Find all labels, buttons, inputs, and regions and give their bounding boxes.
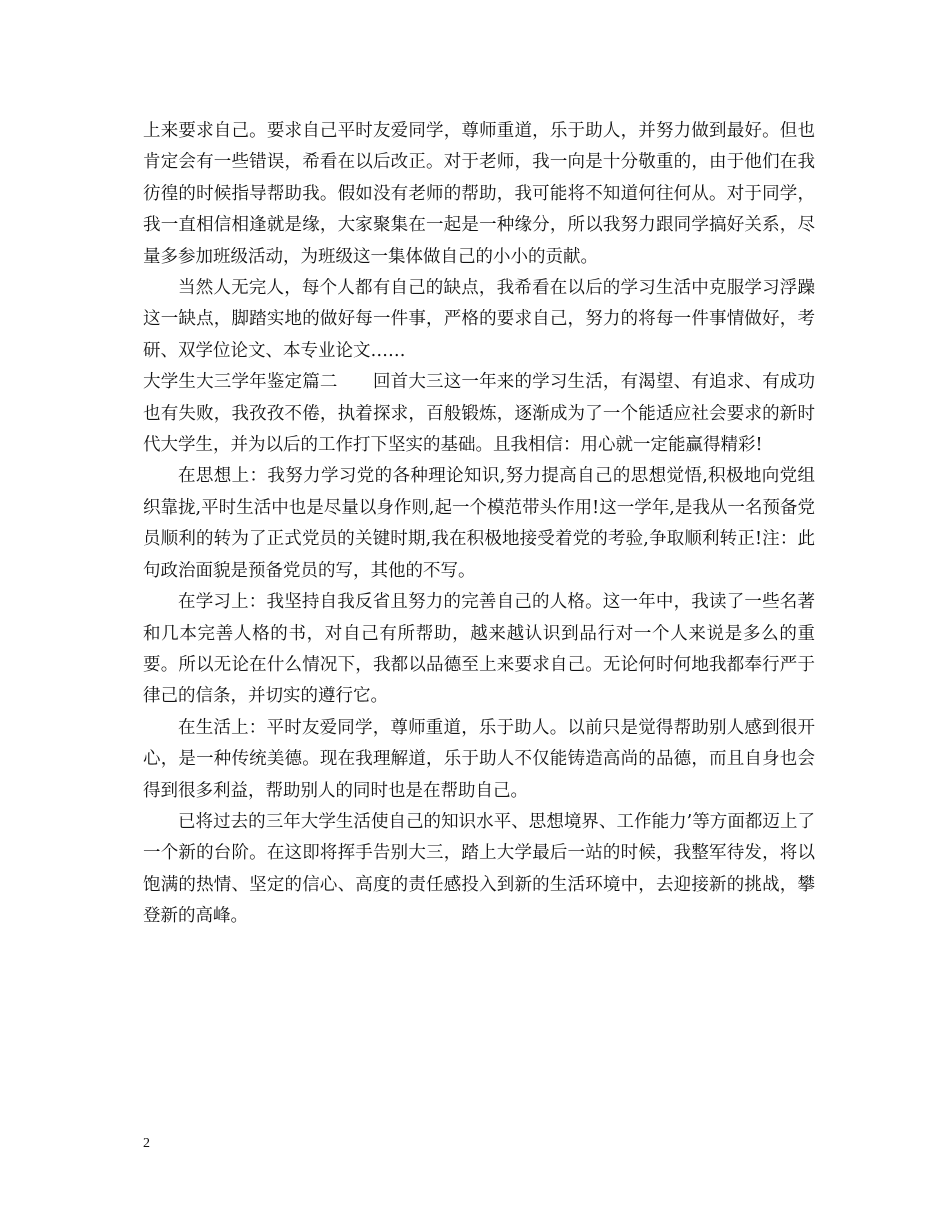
paragraph-shortcomings: 当然人无完人，每个人都有自己的缺点，我希看在以后的学习生活中克服学习浮躁这一缺点，脚踏实地的做好每一件事，严格的要求自己，努力的将每一件事情做好，考研、双学位论文、本专业论文…… (143, 278, 815, 361)
paragraph-ideology: 在思想上：我努力学习党的各种理论知识,努力提高自己的思想觉悟,积极地向党组织靠拢,平时生活中也是尽量以身作则,起一个模范带头作用!这一学年,是我从一名预备党员顺利的转为了正式党员的关键时期,我在积极地接受着党的考验,争取顺利转正!注：此句政治面貌是预备党员的写，其他的不写。 (143, 466, 815, 581)
paragraph-continuation: 上来要求自己。要求自己平时友爱同学，尊师重道，乐于助人，并努力做到最好。但也肯定会有一些错误，希看在以后改正。对于老师，我一向是十分敬重的，由于他们在我彷徨的时候指导帮助我。假如没有老师的帮助，我可能将不知道何往何从。对于同学，我一直相信相逢就是缘，大家聚集在一起是一种缘分，所以我努力跟同学搞好关系，尽量多参加班级活动，为班级这一集体做自己的小小的贡献。 (143, 121, 815, 267)
paragraph-conclusion: 已将过去的三年大学生活使自己的知识水平、思想境界、工作能力’等方面都迈上了一个新的台阶。在这即将挥手告别大三，踏上大学最后一站的时候，我整军待发，将以饱满的热情、坚定的信心、高度的责任感投入到新的生活环境中，去迎接新的挑战，攀登新的高峰。 (143, 811, 815, 927)
document-body (143, 116, 815, 933)
paragraph-study: 在学习上：我坚持自我反省且努力的完善自己的人格。这一年中，我读了一些名著和几本完善人格的书，对自己有所帮助，越来越认识到品行对一个人来说是多么的重要。所以无论在什么情况下，我都以品德至上来要求自己。无论何时何地我都奉行严于律己的信条，并切实的遵行它。 (143, 592, 815, 707)
paragraph-life: 在生活上：平时友爱同学，尊师重道，乐于助人。以前只是觉得帮助别人感到很开心，是一种传统美德。现在我理解道，乐于助人不仅能铸造高尚的品德，而且自身也会得到很多利益，帮助别人的同时也是在帮助自己。 (143, 717, 815, 801)
page-number: 2 (143, 1136, 150, 1151)
paragraph-section-two-intro: 大学生大三学年鉴定篇二 回首大三这一年来的学习生活，有渴望、有追求、有成功也有失败，我孜孜不倦，执着探求，百般锻炼，逐渐成为了一个能适应社会要求的新时代大学生，并为以后的工作打下坚实的基础。且我相信：用心就一定能赢得精彩! (143, 372, 815, 456)
